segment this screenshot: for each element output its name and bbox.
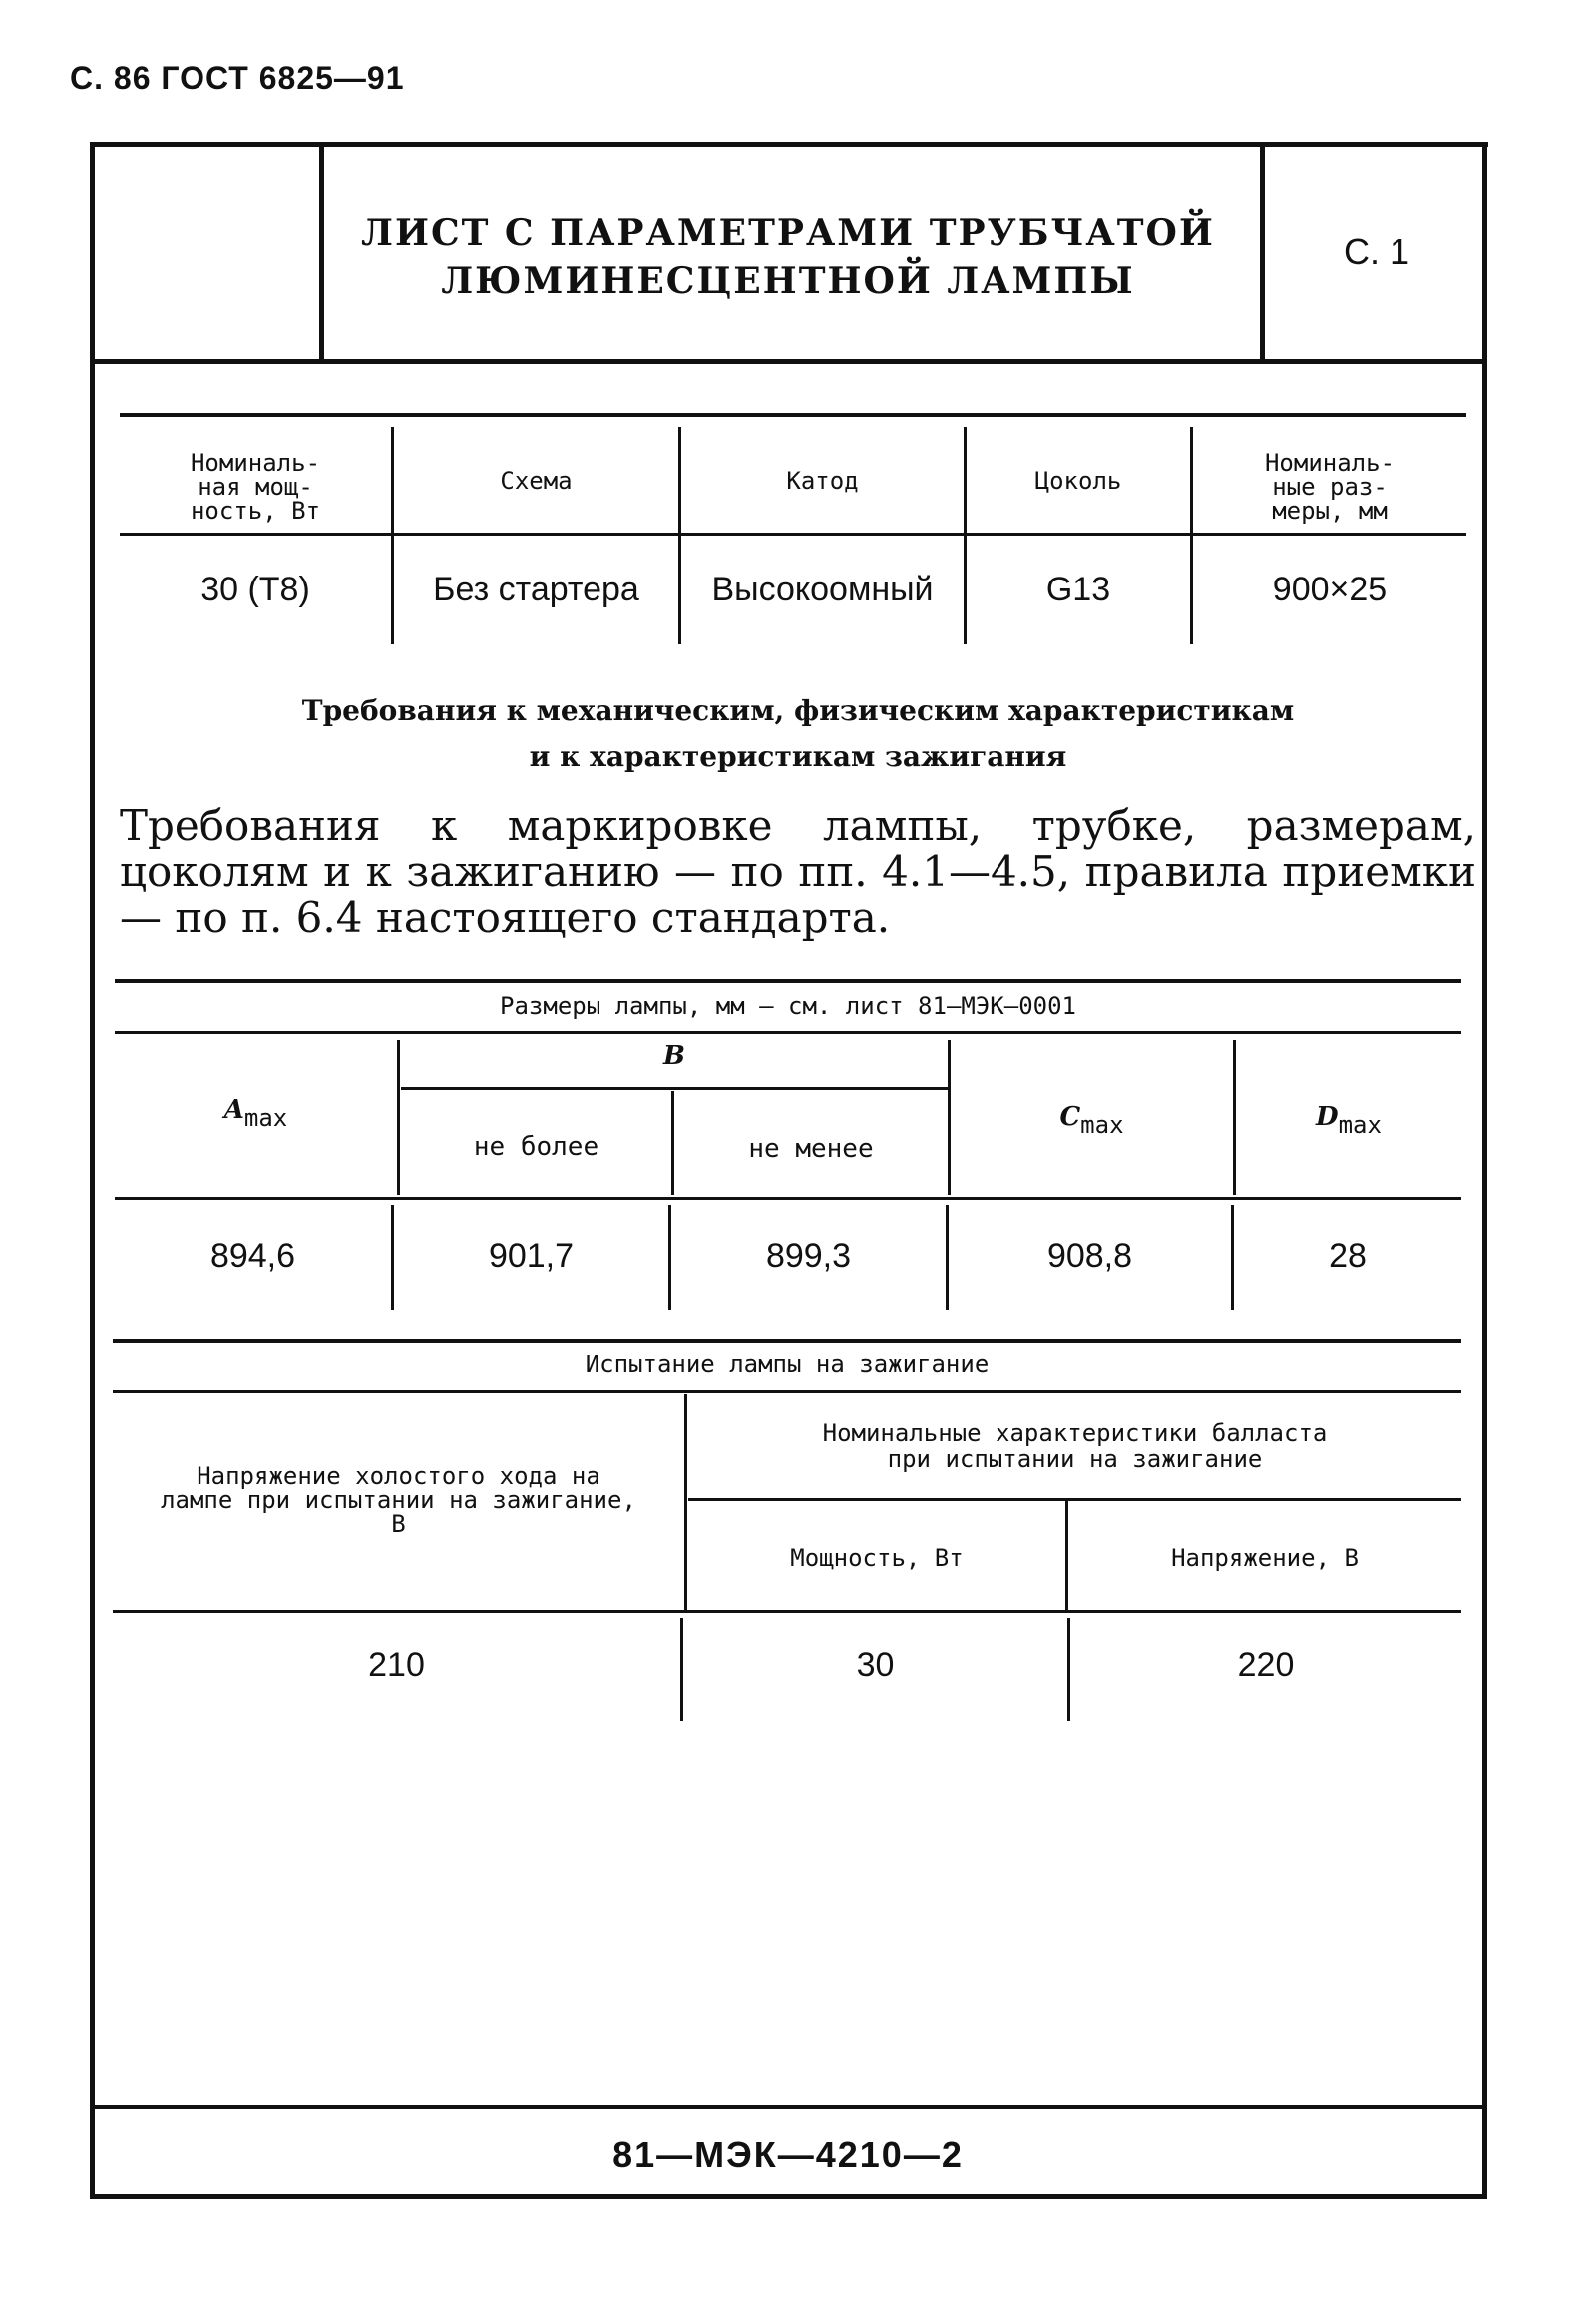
params-value-power: 30 (T8) — [200, 571, 310, 608]
params-col-divider — [391, 427, 394, 644]
header-line: Номинальные характеристики балласта — [822, 1419, 1328, 1447]
dimensions-header-c — [951, 1102, 1233, 1139]
dimensions-header-b-max: не менее — [748, 1134, 874, 1164]
params-value-base: G13 — [1045, 571, 1111, 608]
dimensions-value-a: 894,6 — [209, 1237, 296, 1275]
dimensions-value-b-min: 901,7 — [488, 1237, 575, 1275]
params-header-power — [120, 451, 391, 523]
page-reference: С. 86 ГОСТ 6825—91 — [70, 60, 405, 96]
dimensions-header-b — [401, 1041, 948, 1071]
params-header-scheme — [394, 469, 678, 493]
header-line: меры, мм — [1272, 497, 1388, 525]
dimensions-value-c: 908,8 — [1046, 1237, 1133, 1275]
header-line: при испытании на зажигание — [887, 1445, 1263, 1473]
sheet-number: С. 1 — [1343, 231, 1410, 272]
header-line: лампе при испытании на зажигание, — [161, 1486, 636, 1514]
dimensions-header-d — [1236, 1102, 1461, 1139]
sheet-title-line-2: ЛЮМИНЕСЦЕНТНОЙ ЛАМПЫ — [441, 260, 1135, 302]
b-letter: B — [663, 1041, 685, 1071]
frame-left — [90, 142, 95, 2198]
header-line: В — [391, 1510, 406, 1538]
ignition-caption-rule — [113, 1390, 1461, 1393]
ignition-header-rule — [113, 1610, 1461, 1613]
c-letter: C — [1059, 1102, 1081, 1132]
params-top-rule — [120, 413, 1466, 417]
params-header-cathode — [681, 469, 964, 493]
ignition-top-rule — [113, 1339, 1461, 1343]
header-line: Номиналь- — [190, 449, 321, 477]
footer-sheet-code: 81—МЭК—4210—2 — [612, 2134, 964, 2175]
title-bottom-rule — [92, 359, 1484, 364]
header-line: Номиналь- — [1264, 449, 1396, 477]
requirements-heading-line-1: Требования к механическим, физическим характеристикам — [301, 694, 1295, 727]
dimensions-col-divider — [397, 1040, 400, 1195]
requirements-heading-line-2: и к характеристикам зажигания — [529, 740, 1067, 773]
c-subscript: max — [1080, 1111, 1124, 1139]
frame-bottom — [90, 2194, 1487, 2199]
title-divider-right — [1260, 145, 1265, 362]
params-value-cathode: Высокоомный — [711, 571, 934, 608]
params-col-divider — [678, 427, 681, 644]
header-line: ность, Вт — [190, 497, 321, 525]
ignition-col-divider — [684, 1394, 687, 1610]
ignition-header-power: Мощность, Вт — [790, 1544, 964, 1572]
dimensions-b-subrule — [401, 1087, 948, 1090]
sheet-title — [324, 209, 1252, 305]
header-line: ная мощ- — [198, 473, 313, 501]
header-line: ные раз- — [1272, 473, 1388, 501]
header-line: Катод — [786, 467, 859, 495]
requirements-heading — [120, 688, 1476, 780]
ignition-header-ballast-voltage: Напряжение, В — [1171, 1544, 1359, 1572]
ignition-ballast-subrule — [688, 1498, 1461, 1501]
params-col-divider — [964, 427, 967, 644]
ignition-header-ballast — [688, 1420, 1461, 1472]
params-value-dimensions: 900×25 — [1272, 571, 1388, 608]
requirements-text: Требования к маркировке лампы, трубке, размерам, цоколям и к зажиганию — по пп. 4.1—4.5, правила приемки — по п. 6.4 настоящего стандарта. — [120, 801, 1476, 942]
dimensions-value-b-max: 899,3 — [765, 1237, 852, 1275]
params-header-rule — [120, 533, 1466, 536]
dimensions-top-rule — [115, 979, 1461, 983]
ignition-caption: Испытание лампы на зажигание — [585, 1351, 990, 1378]
footer-rule — [90, 2105, 1486, 2109]
ignition-value-power: 30 — [856, 1646, 895, 1684]
ignition-value-ballast-voltage: 220 — [1237, 1646, 1295, 1684]
frame-top — [92, 142, 1488, 147]
sheet-title-line-1: ЛИСТ С ПАРАМЕТРАМИ ТРУБЧАТОЙ — [361, 212, 1215, 254]
a-letter: A — [223, 1095, 244, 1125]
header-line: Напряжение холостого хода на — [197, 1462, 600, 1490]
ignition-value-voltage: 210 — [368, 1646, 425, 1684]
a-subscript: max — [243, 1104, 288, 1132]
dimensions-caption-rule — [115, 1031, 1461, 1034]
dimensions-header-a — [115, 1095, 397, 1132]
frame-right — [1482, 142, 1487, 2198]
d-subscript: max — [1338, 1111, 1382, 1139]
dimensions-header-rule — [115, 1197, 1461, 1200]
header-line: Схема — [500, 467, 573, 495]
dimensions-value-d: 28 — [1329, 1237, 1367, 1275]
params-header-base — [967, 469, 1190, 493]
dimensions-header-b-min: не более — [473, 1132, 599, 1162]
header-line: Цоколь — [1034, 467, 1122, 495]
d-letter: D — [1316, 1102, 1339, 1132]
params-header-dimensions — [1193, 451, 1466, 523]
dimensions-caption: Размеры лампы, мм — см. лист 81—МЭК—0001 — [500, 992, 1076, 1020]
ignition-header-voltage — [113, 1464, 684, 1536]
params-value-scheme: Без стартера — [433, 571, 639, 608]
